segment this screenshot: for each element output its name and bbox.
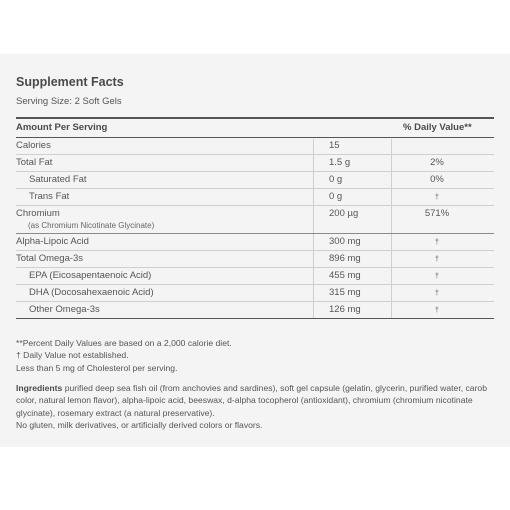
free-from-statement: No gluten, milk derivatives, or artificially derived colors or flavors. — [16, 419, 263, 430]
panel-title: Supplement Facts — [16, 75, 124, 89]
serving-size: Serving Size: 2 Soft Gels — [16, 96, 122, 107]
supplement-facts-panel — [0, 54, 510, 447]
nutrient-amount: 455 mg — [329, 270, 361, 281]
table-row: Other Omega-3s 126 mg † — [16, 302, 494, 319]
footnote-daily-values: **Percent Daily Values are based on a 2,000 calorie diet. — [16, 338, 232, 348]
ingredients-text: purified deep sea fish oil (from anchovies and sardines), soft gel capsule (gelatin, glycerin, purified water, carob color, natural lemon flavor), alpha-lipoic acid, beeswax, d-alpha tocopherol (antioxidant), chromium (chromium nicotinate glycinate), rosemary extract (a natural preservative). — [16, 383, 487, 418]
table-row: Total Omega-3s 896 mg † — [16, 251, 494, 268]
table-row: Trans Fat 0 g † — [16, 189, 494, 206]
table-row — [16, 138, 494, 155]
table-row: DHA (Docosahexaenoic Acid) 315 mg † — [16, 285, 494, 302]
table-row: Total Fat 1.5 g 2% — [16, 155, 494, 172]
table-row: EPA (Eicosapentaenoic Acid) 455 mg † — [16, 268, 494, 285]
nutrient-amount: 200 µg — [329, 208, 359, 219]
nutrient-amount: 15 — [329, 140, 340, 151]
nutrient-amount: 896 mg — [329, 253, 361, 264]
footnote-not-established: † Daily Value not established. — [16, 350, 129, 361]
ingredients-list — [16, 382, 496, 419]
table-row: Saturated Fat 0 g 0% — [16, 172, 494, 189]
nutrient-source: (as Chromium Nicotinate Glycinate) — [28, 221, 155, 230]
nutrient-name: Trans Fat — [29, 191, 70, 202]
header-daily-value: % Daily Value** — [403, 122, 472, 133]
nutrient-amount: 0 g — [329, 174, 343, 185]
footnote-cholesterol: Less than 5 mg of Cholesterol per serving. — [16, 362, 178, 373]
nutrient-amount: 1.5 g — [329, 157, 351, 168]
nutrient-name: Calories — [16, 140, 51, 151]
nutrient-amount: 126 mg — [329, 304, 361, 315]
nutrient-name: Total Fat — [16, 157, 53, 168]
table-header — [16, 119, 494, 138]
nutrient-name: DHA (Docosahexaenoic Acid) — [29, 287, 154, 298]
nutrient-amount: 0 g — [329, 191, 343, 202]
header-amount-per-serving: Amount Per Serving — [16, 122, 108, 133]
nutrient-name: Total Omega-3s — [16, 253, 84, 264]
nutrient-amount: 300 mg — [329, 236, 361, 247]
ingredients-statement — [16, 382, 496, 431]
footnotes — [16, 337, 232, 374]
ingredients-label: Ingredients — [16, 383, 63, 393]
nutrient-name: Saturated Fat — [29, 174, 87, 185]
facts-table — [16, 117, 494, 319]
nutrient-name: Alpha-Lipoic Acid — [16, 236, 89, 247]
nutrient-name: Chromium — [16, 208, 60, 219]
table-row: Alpha-Lipoic Acid 300 mg † — [16, 234, 494, 251]
nutrient-amount: 315 mg — [329, 287, 361, 298]
table-row: Chromium (as Chromium Nicotinate Glycinate) 200 µg 571% — [16, 206, 494, 234]
nutrient-name: Other Omega-3s — [29, 304, 100, 315]
nutrient-name: EPA (Eicosapentaenoic Acid) — [29, 270, 152, 281]
